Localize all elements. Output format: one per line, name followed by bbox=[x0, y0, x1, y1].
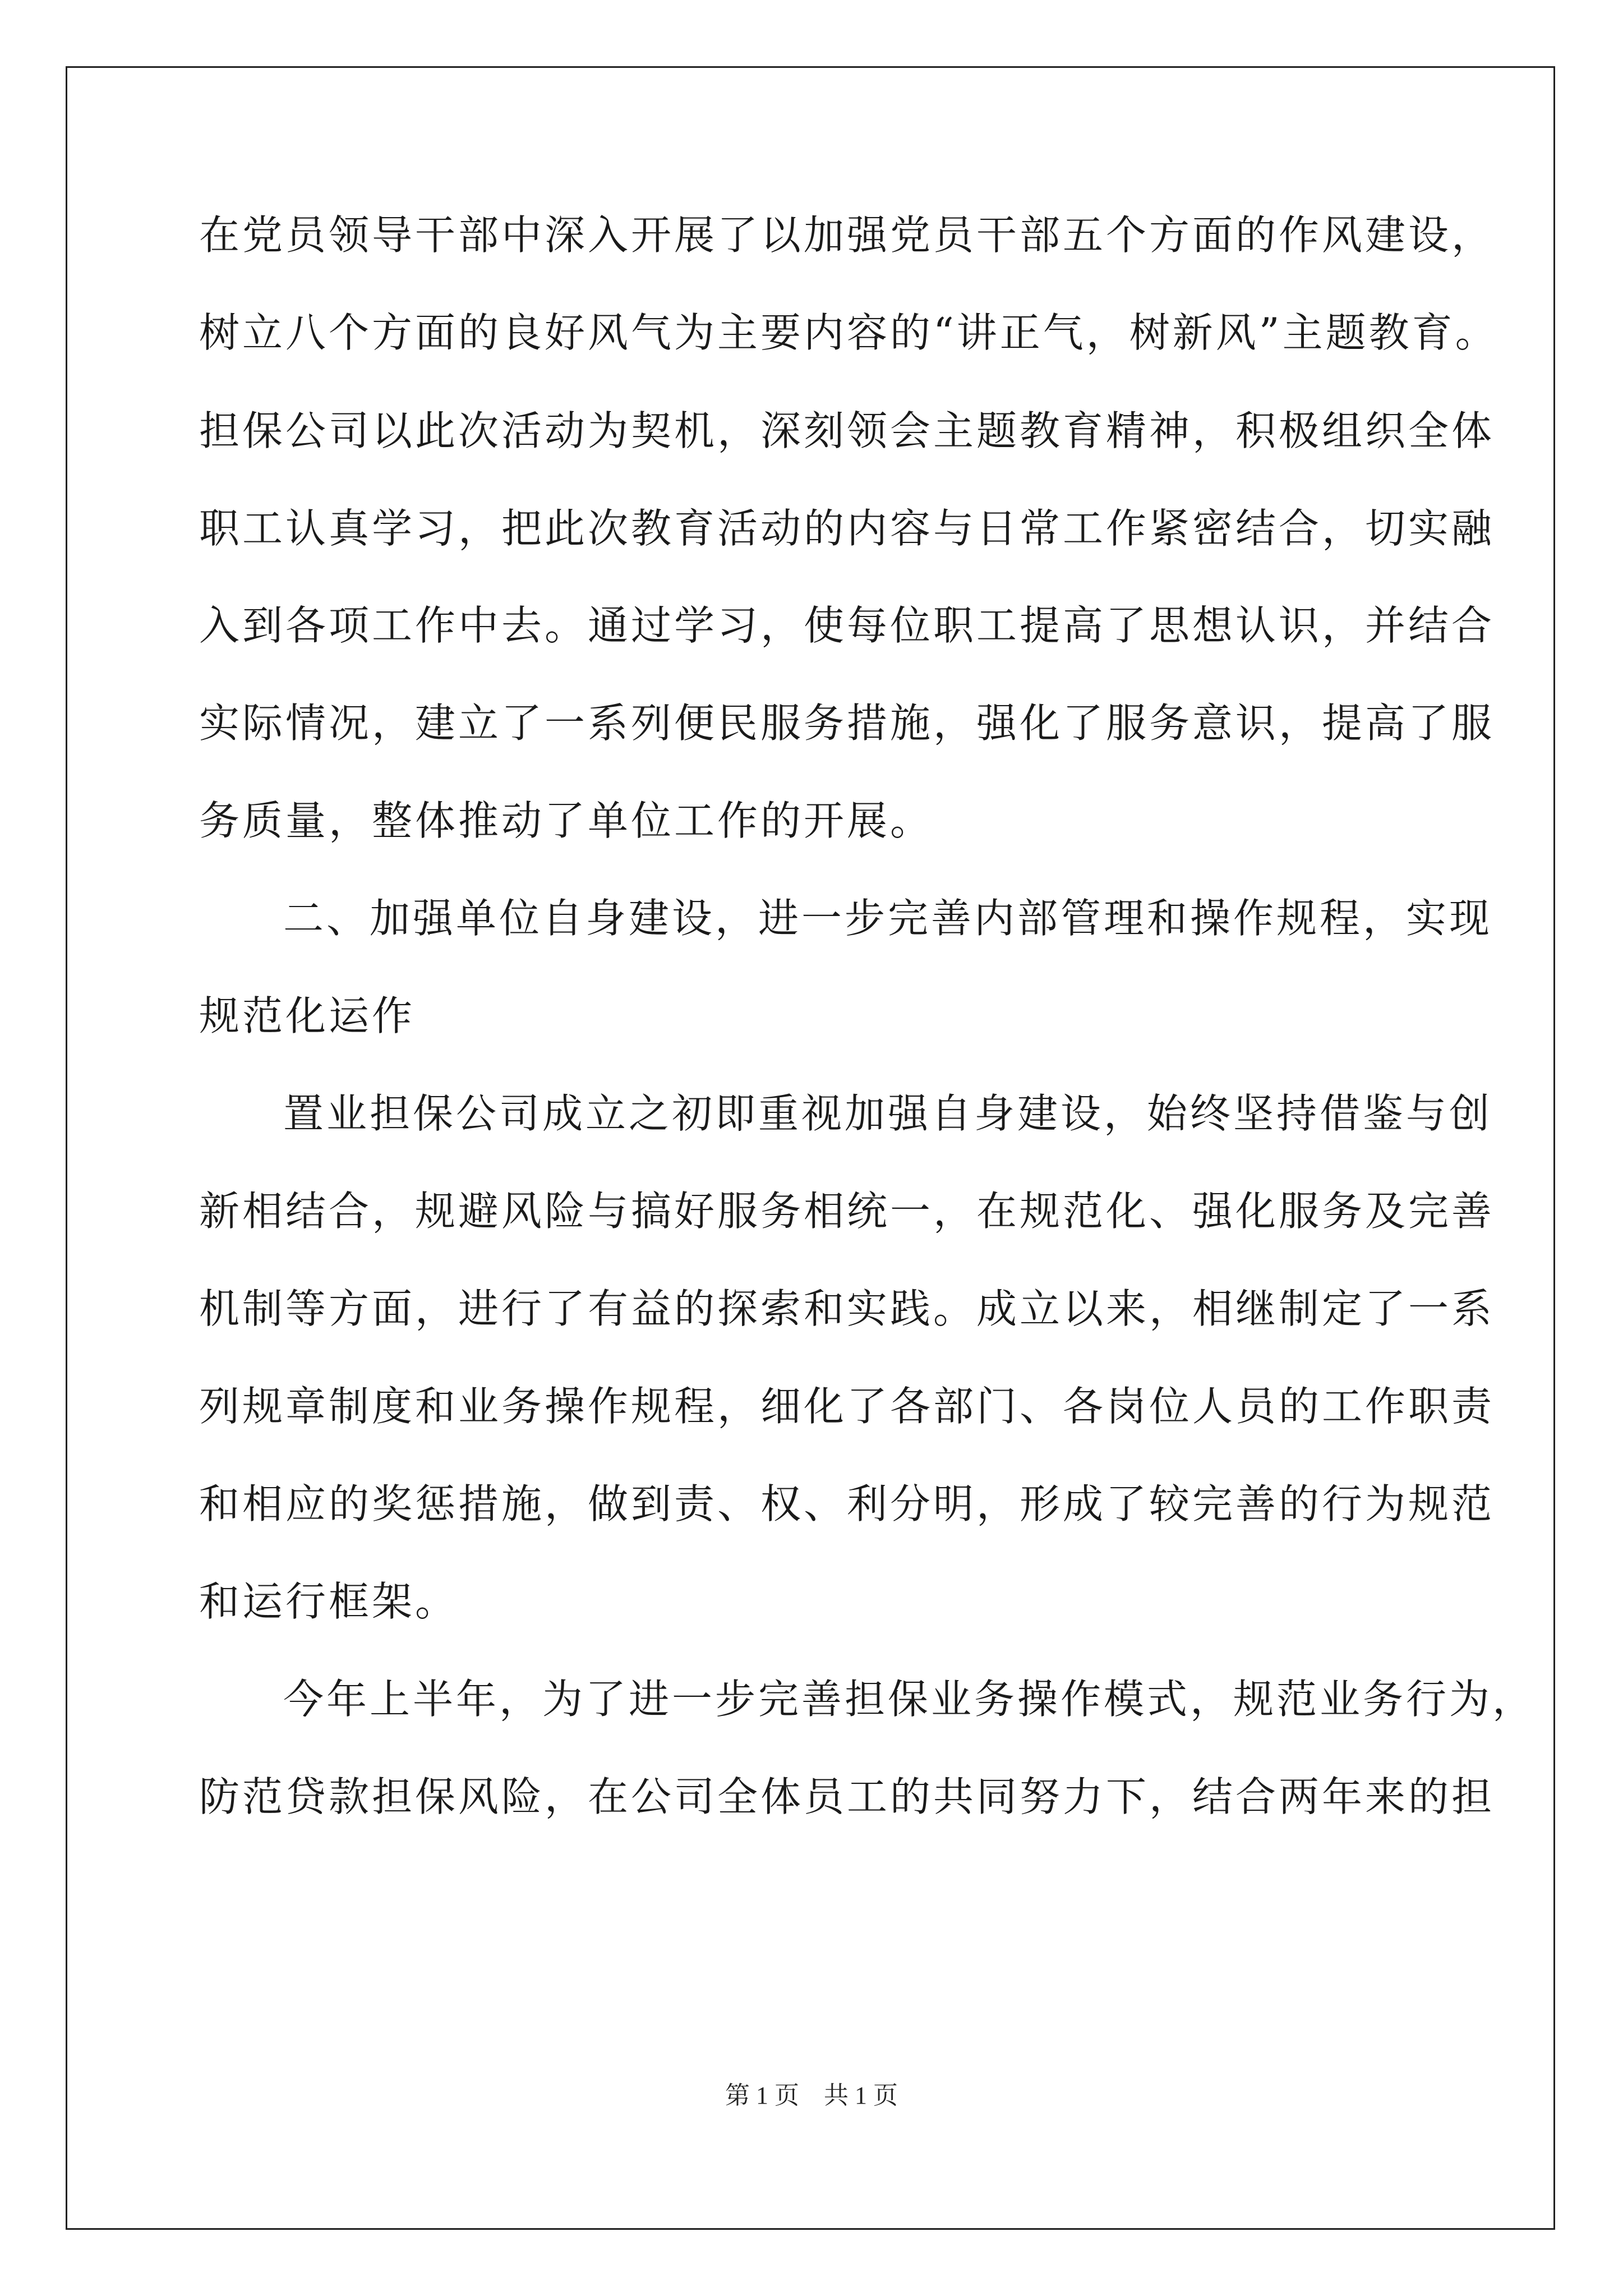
text-line: 入到各项工作中去。通过学习，使每位职工提高了思想认识，并结合 bbox=[199, 602, 1495, 649]
text-line: 置业担保公司成立之初即重视加强自身建设，始终坚持借鉴与创 bbox=[283, 1090, 1493, 1137]
section-heading: 二、加强单位自身建设，进一步完善内部管理和操作规程，实现 bbox=[283, 895, 1493, 942]
text-line: 今年上半年，为了进一步完善担保业务操作模式，规范业务行为， bbox=[283, 1676, 1536, 1723]
text-line: 和相应的奖惩措施，做到责、权、利分明，形成了较完善的行为规范 bbox=[199, 1480, 1495, 1527]
text-line: 防范贷款担保风险，在公司全体员工的共同努力下，结合两年来的担 bbox=[199, 1773, 1495, 1820]
text-line: 实际情况，建立了一系列便民服务措施，强化了服务意识，提高了服 bbox=[199, 700, 1495, 747]
text-line: 职工认真学习，把此次教育活动的内容与日常工作紧密结合，切实融 bbox=[199, 505, 1495, 552]
text-line: 在党员领导干部中深入开展了以加强党员干部五个方面的作风建设， bbox=[199, 211, 1495, 259]
text-line: 树立八个方面的良好风气为主要内容的“讲正气，树新风”主题教育。 bbox=[199, 309, 1498, 356]
text-line: 新相结合，规避风险与搞好服务相统一，在规范化、强化服务及完善 bbox=[199, 1188, 1495, 1235]
text-line: 务质量，整体推动了单位工作的开展。 bbox=[199, 797, 934, 844]
text-line: 机制等方面，进行了有益的探索和实践。成立以来，相继制定了一系 bbox=[199, 1285, 1495, 1332]
text-line: 担保公司以此次活动为契机，深刻领会主题教育精神，积极组织全体 bbox=[199, 407, 1495, 454]
section-heading-continued: 规范化运作 bbox=[199, 992, 416, 1039]
page-border bbox=[66, 66, 1555, 2230]
text-line: 和运行框架。 bbox=[199, 1578, 459, 1625]
text-line: 列规章制度和业务操作规程，细化了各部门、各岗位人员的工作职责 bbox=[199, 1383, 1495, 1430]
page-number-footer: 第 1 页 共 1 页 bbox=[725, 2082, 898, 2109]
